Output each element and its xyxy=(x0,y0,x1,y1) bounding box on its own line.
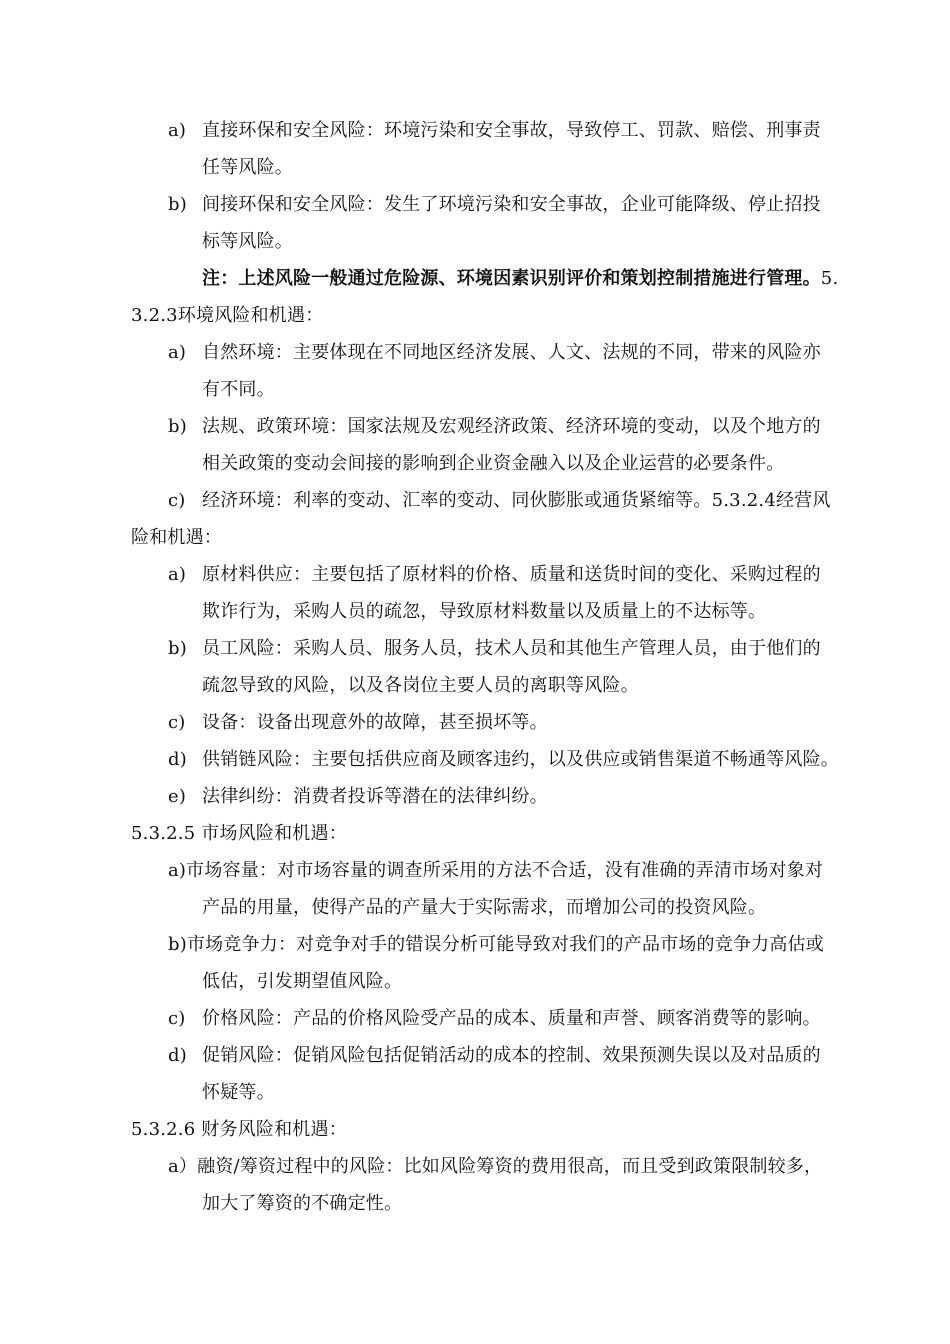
line-text: a）融资/筹资过程中的风险：比如风险筹资的费用很高，而且受到政策限制较多， xyxy=(168,1156,823,1177)
item-d-promotion-risk xyxy=(168,1044,821,1068)
item-a-continuation xyxy=(202,896,766,920)
line-text: 5.3.2.6 财务风险和机遇： xyxy=(131,1119,347,1140)
item-a-raw-material xyxy=(168,563,821,587)
line-text: 有不同。 xyxy=(202,379,275,400)
line-text: 设备：设备出现意外的故障，甚至损坏等。 xyxy=(202,712,548,733)
list-label: d) xyxy=(168,749,187,770)
note-line xyxy=(202,267,838,291)
item-c-equipment xyxy=(168,711,548,735)
item-a-financing-risk xyxy=(168,1155,822,1179)
line-text: 促销风险：促销风险包括促销活动的成本的控制、效果预测失误以及对品质的 xyxy=(202,1045,821,1066)
item-a-continuation xyxy=(202,156,293,180)
item-c-economic-environment xyxy=(168,489,831,513)
section-heading-continuation xyxy=(131,526,222,550)
item-d-supply-chain xyxy=(168,748,839,772)
line-text: 3.2.3环境风险和机遇： xyxy=(131,305,324,326)
line-text: 相关政策的变动会间接的影响到企业资金融入以及企业运营的必要条件。 xyxy=(202,453,785,474)
item-a-continuation xyxy=(202,1192,402,1216)
item-a-continuation xyxy=(202,378,275,402)
item-d-continuation xyxy=(202,1081,275,1105)
line-text: 疏忽导致的风险，以及各岗位主要人员的离职等风险。 xyxy=(202,675,639,696)
list-label: c) xyxy=(168,490,186,511)
section-heading-5-3-2-6 xyxy=(131,1118,347,1142)
section-heading-5-3-2-5 xyxy=(131,822,347,846)
line-text: 经济环境：利率的变动、汇率的变动、同伙膨胀或通货紧缩等。5.3.2.4经营风 xyxy=(202,490,831,511)
line-text: 怀疑等。 xyxy=(202,1082,275,1103)
item-c-price-risk xyxy=(168,1007,821,1031)
list-label: b) xyxy=(168,416,187,437)
item-b-indirect-risk xyxy=(168,193,821,217)
line-text: a)市场容量：对市场容量的调查所采用的方法不合适，没有准确的弄清市场对象对 xyxy=(168,860,824,881)
line-text: 原材料供应：主要包括了原材料的价格、质量和送货时间的变化、采购过程的 xyxy=(202,564,821,585)
line-text: b)市场竞争力：对竞争对手的错误分析可能导致对我们的产品市场的竞争力高估或 xyxy=(168,934,824,955)
line-text: 价格风险：产品的价格风险受产品的成本、质量和声誉、顾客消费等的影响。 xyxy=(202,1008,821,1029)
line-text: 低估，引发期望值风险。 xyxy=(202,971,403,992)
line-text: 员工风险：采购人员、服务人员，技术人员和其他生产管理人员，由于他们的 xyxy=(202,638,821,659)
line-text: 产品的用量，使得产品的产量大于实际需求，而增加公司的投资风险。 xyxy=(202,897,767,918)
note-text: 注：上述风险一般通过危险源、环境因素识别评价和策划控制措施进行管理。 xyxy=(202,268,821,289)
line-text: 标等风险。 xyxy=(202,231,293,252)
list-label: c) xyxy=(168,712,186,733)
line-text: 直接环保和安全风险：环境污染和安全事故，导致停工、罚款、赔偿、刑事责 xyxy=(202,120,821,141)
line-text: 自然环境：主要体现在不同地区经济发展、人文、法规的不同，带来的风险亦 xyxy=(202,342,821,363)
item-a-natural-environment xyxy=(168,341,821,365)
line-text: 5.3.2.5 市场风险和机遇： xyxy=(131,823,347,844)
line-text: 任等风险。 xyxy=(202,157,293,178)
line-text: 欺诈行为，采购人员的疏忽，导致原材料数量以及质量上的不达标等。 xyxy=(202,601,767,622)
item-b-continuation xyxy=(202,230,293,254)
list-label: e) xyxy=(168,786,187,807)
list-label: b) xyxy=(168,194,187,215)
line-text: 加大了筹资的不确定性。 xyxy=(202,1193,403,1214)
item-a-continuation xyxy=(202,600,766,624)
list-label: a) xyxy=(168,564,187,585)
item-b-continuation xyxy=(202,452,784,476)
list-label: a) xyxy=(168,342,187,363)
list-label: a) xyxy=(168,120,187,141)
line-text: 供销链风险：主要包括供应商及顾客违约，以及供应或销售渠道不畅通等风险。 xyxy=(202,749,839,770)
item-a-direct-risk xyxy=(168,119,821,143)
item-b-policy-environment xyxy=(168,415,821,439)
item-b-market-competitiveness xyxy=(168,933,824,957)
item-b-continuation xyxy=(202,674,639,698)
line-text: 间接环保和安全风险：发生了环境污染和安全事故，企业可能降级、停止招投 xyxy=(202,194,821,215)
line-text: 法律纠纷：消费者投诉等潜在的法律纠纷。 xyxy=(202,786,548,807)
line-text: 险和机遇： xyxy=(131,527,222,548)
item-b-continuation xyxy=(202,970,402,994)
section-heading-5-3-2-3 xyxy=(131,304,323,328)
list-label: b) xyxy=(168,638,187,659)
item-e-legal-disputes xyxy=(168,785,548,809)
item-a-market-capacity xyxy=(168,859,823,883)
item-b-employee-risk xyxy=(168,637,821,661)
list-label: d) xyxy=(168,1045,187,1066)
section-number-fragment: 5. xyxy=(820,268,839,289)
line-text: 法规、政策环境：国家法规及宏观经济政策、经济环境的变动，以及个地方的 xyxy=(202,416,821,437)
list-label: c) xyxy=(168,1008,186,1029)
